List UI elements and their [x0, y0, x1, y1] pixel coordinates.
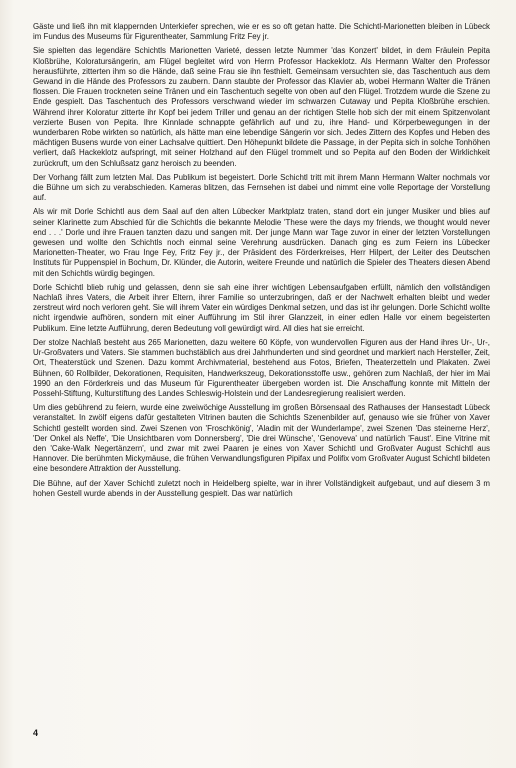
page-number: 4	[33, 728, 39, 738]
paragraph-2: Sie spielten das legendäre Schichtls Marionetten Varieté, dessen letzte Nummer 'das Konzert' bildet, in dem Fräulein Pepita Kloßbrühe, Koloratursängerin, am Flügel begleitet wird von Herrn Professor Hackeklotz. Als Hermann Walter den Professor herausführte, zitterten ihm so die Hände, daß seine Frau sie ihn festhielt. Gemeinsam versuchten sie, das Taschentuch aus dem Gewand in die Hände des Professors zu zaubern. Dann staubte der Professor das Klavier ab, wobei Hermann Walter die Tränen flossen. Die Frauen trockneten seine Tränen und ein Taschentuch segelte von oben auf den Flügel. Trotzdem wurde die Szene zu Ende gespielt. Das Taschentuch des Professors verschwand wieder im schwarzen Cutaway und Pepita Kloßbrühe erschien. Während ihrer Koloratur zitterte ihr Kopf bei jedem Triller und genau an der richtigen Stelle hob sich der mit einem Spitzenvolant verzierte Busen von Pepita. Ihre Kinnlade schnappte gefährlich auf und zu, ihre Hand- und Körperbewegungen in der wunderbaren Robe wirkten so natürlich, als hätte man eine lebendige Sängerin vor sich. Jedes Zittern des Kopfes und Heben des mächtigen Busens wurde von einer Lachsalve quittiert. Den Höhepunkt bildete die Passage, in der Pepita sich in solche Tonhöhen verliert, daß Hackeklotz aufspringt, mit seiner Holzhand auf den Flügel trommelt und so Pepita auf den Boden der Wirklichkeit zurückruft, um den Schlußsatz ganz heroisch zu beenden.	[33, 46, 490, 168]
paragraph-7: Um dies gebührend zu feiern, wurde eine zweiwöchige Ausstellung im großen Börsensaal des Rathauses der Hansestadt Lübeck veranstaltet. In zwölf eigens dafür gestalteten Vitrinen bauten die Schichtls Szenenbilder auf, genauso wie sie früher von Xaver Schichtl gestellt worden sind. Zwei Szenen von 'Froschkönig', 'Aladin mit der Wunderlampe', zwei Szenen 'Das steinerne Herz', 'Der Onkel als Neffe', 'Die Unsichtbaren vom Donnersberg', 'Die drei Wünsche', 'Genoveva' und natürlich 'Faust'. Eine Vitrine mit den 'Cake-Walk Negertänzern', und zwar mit zwei Paaren je eines von Xaver Schichtl und Großvater August Schichtl aus Hannover. Die berühmten Mickymäuse, die frühen Verwandlungsfiguren Pipifax und Polifix vom Großvater August Schichtl bildeten eine besondere Attraktion der Ausstellung.	[33, 403, 490, 474]
paragraph-3: Der Vorhang fällt zum letzten Mal. Das Publikum ist begeistert. Dorle Schichtl tritt mit ihrem Mann Hermann Walter nochmals vor die Bühne um sich zu verabschieden. Kameras blitzen, das Fernsehen ist dabei und nimmt eine volle Reportage der Vorstellung auf.	[33, 172, 490, 203]
paragraph-1: Gäste und ließ ihn mit klappernden Unterkiefer sprechen, wie er es so oft getan hatte. Die Schichtl-Marionetten bleiben in Lübeck im Fundus des Museums für Figurentheater, Sammlung Fritz Fey jr.	[33, 22, 490, 42]
paragraph-4: Als wir mit Dorle Schichtl aus dem Saal auf den alten Lübecker Marktplatz traten, stand dort ein junger Musiker und blies auf seiner Klarinette zum Abschied für die Schichtls die bekannte Melodie 'These were the days my friends, we thought would never end . . .' Dorle und ihre Frauen tanzten dazu und sangen mit. Der junge Mann war Tage zuvor in einer der letzten Vorstellungen gewesen und wollte den Schichtls noch einmal seine Verehrung ausdrücken. Danach ging es zum Feiern ins Lübecker Marionetten-Theater, wo Frau Inge Fey, Fritz Fey jr., der Präsident des Förderkreises, Herr Hilpert, der Leiter des Deutschen Instituts für Puppenspiel in Bochum, Dr. Klünder, die Autorin, weitere Freunde und natürlich die Spieler des Theaters diesen Abend mit den Schichtls würdig begingen.	[33, 207, 490, 278]
body-text	[33, 22, 490, 503]
paragraph-5: Dorle Schichtl blieb ruhig und gelassen, denn sie sah eine ihrer wichtigen Lebensaufgaben erfüllt, nämlich den vollständigen Nachlaß ihres Vaters, die Arbeit ihrer Eltern, ihrer Familie so unterzubringen, daß er der Nachwelt erhalten bleibt und weder zerstreut wird noch verloren geht. Sie will ihrem Vater ein würdiges Denkmal setzen, und das ist ihr gelungen. Dorle Schichtl wollte nicht irgendwie aufhören, sondern mit einer Aufführung im Stil ihrer Glanzzeit, in einer edlen Halle vor einem begeisterten Publikum. Eine letzte Aufführung, deren Bedeutung voll gewürdigt wird. All dies hat sie erreicht.	[33, 282, 490, 333]
paragraph-8: Die Bühne, auf der Xaver Schichtl zuletzt noch in Heidelberg spielte, war in ihrer Vollständigkeit aufgebaut, und auf diesem 3 m hohen Gestell wurde abends in der Ausstellung gespielt. Das war natürlich	[33, 478, 490, 498]
paragraph-6: Der stolze Nachlaß besteht aus 265 Marionetten, dazu weitere 60 Köpfe, von wundervollen Figuren aus der Hand ihres Ur-, Ur-, Ur-Großvaters und Vaters. Sie stammen buchstäblich aus drei Jahrhunderten und sind geordnet und markiert nach Hersteller, Zeit, Ort, Theaterstück und Szenen. Dazu kommt Archivmaterial, bestehend aus Fotos, Briefen, Theaterzetteln und Plakaten. Zwei Bühnen, 60 Rollbilder, Dekorationen, Requisiten, Handwerkszeug, Dekorationsstoffe usw., gehören zum Nachlaß, der hier im Mai 1990 an den Förderkreis und das Museum für Figurentheater übergeben worden ist. Die Anschaffung konnte mit Mitteln der Possehl-Stiftung, Kulturstiftung des Landes Schleswig-Holstein und der Landesregierung realisiert werden.	[33, 337, 490, 398]
